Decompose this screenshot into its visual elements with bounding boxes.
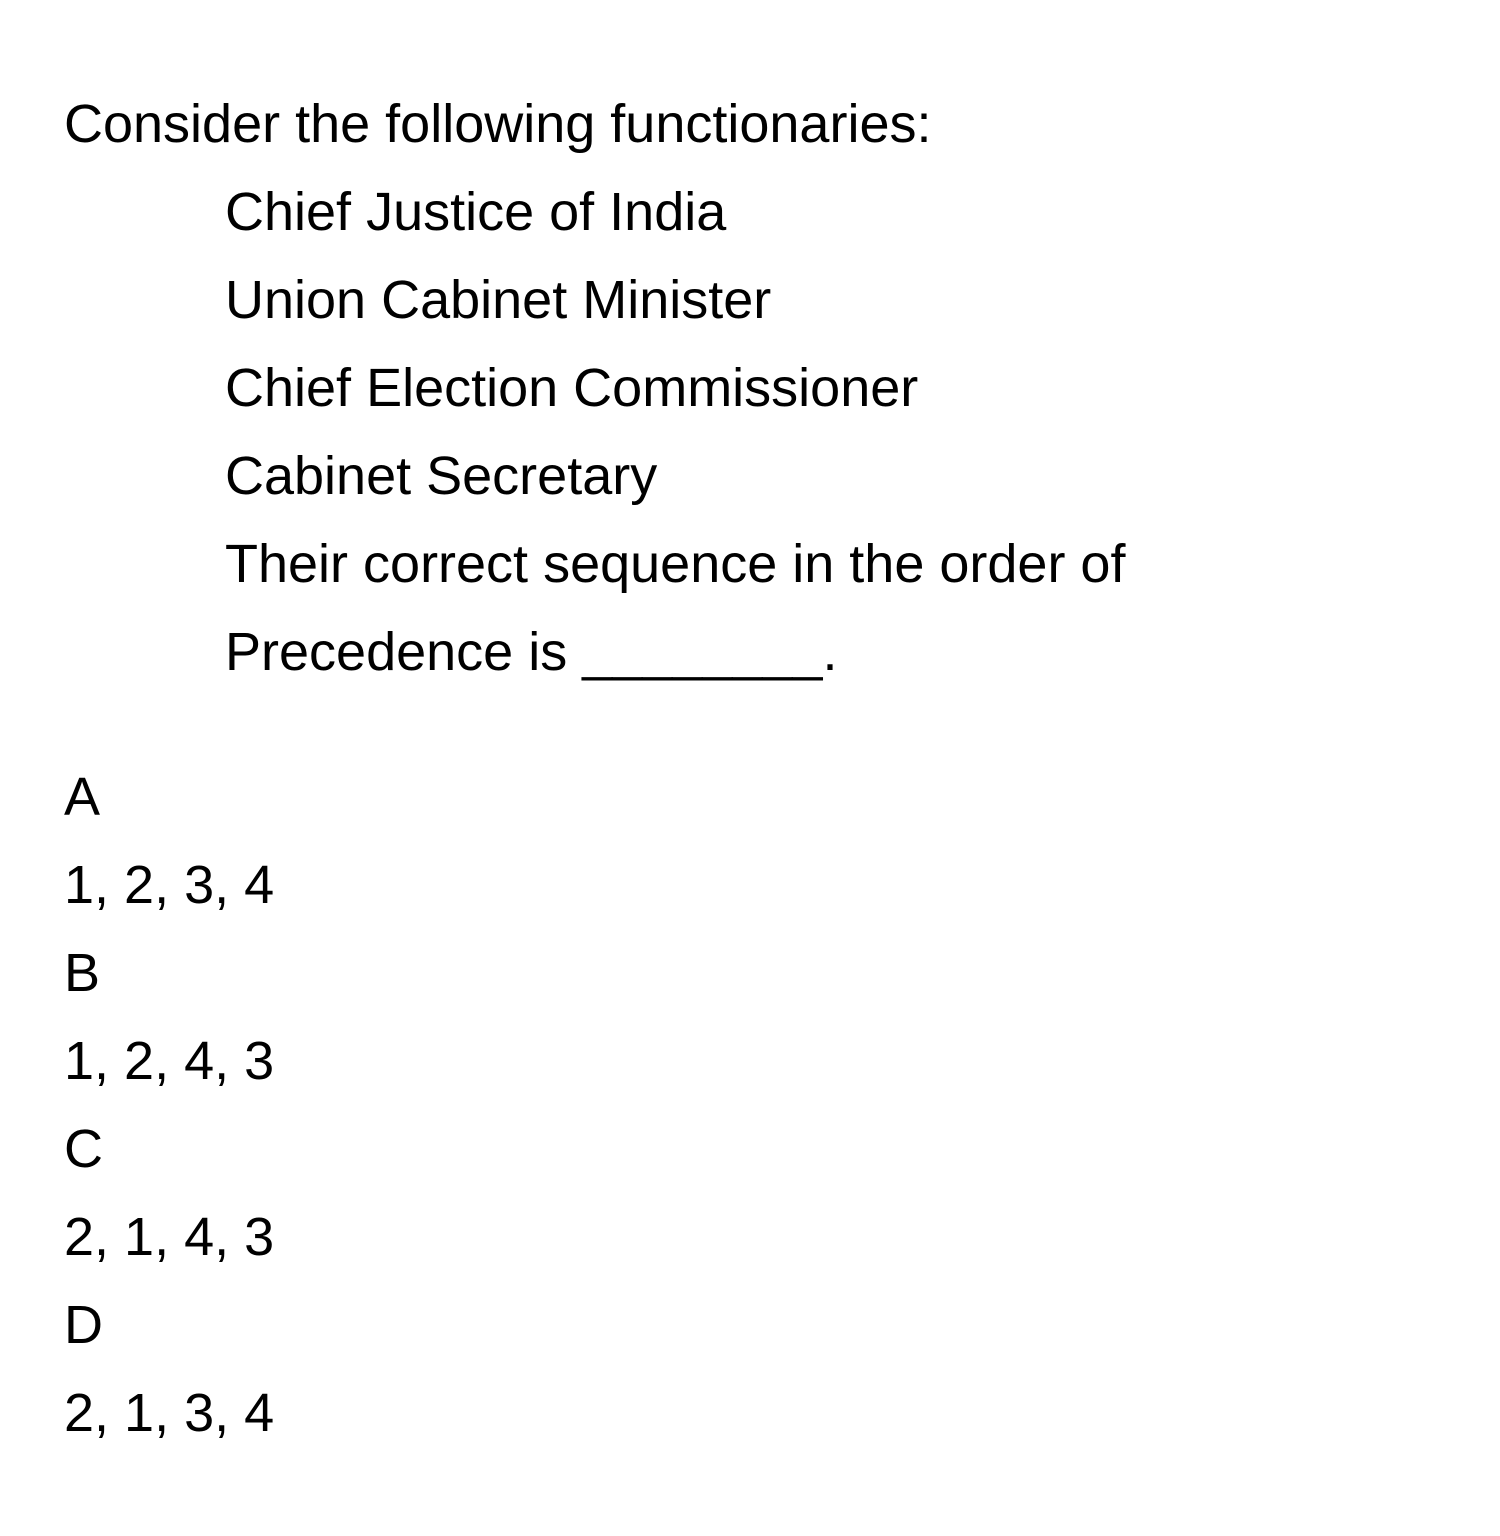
question-intro: Consider the following functionaries:: [64, 94, 932, 154]
option-d-text: 2, 1, 3, 4: [64, 1383, 275, 1443]
option-c-text: 2, 1, 4, 3: [64, 1207, 275, 1267]
option-a-text: 1, 2, 3, 4: [64, 855, 275, 915]
question-prompt-line-2: Precedence is ________.: [225, 622, 838, 682]
option-b-letter: B: [64, 943, 101, 1003]
question-prompt-line-1: Their correct sequence in the order of: [225, 534, 1126, 594]
functionary-item-2: Union Cabinet Minister: [225, 270, 772, 330]
functionary-item-1: Chief Justice of India: [225, 182, 727, 242]
option-b-text: 1, 2, 4, 3: [64, 1031, 275, 1091]
functionary-item-3: Chief Election Commissioner: [225, 358, 919, 418]
option-a-letter: A: [64, 767, 101, 827]
functionary-item-4: Cabinet Secretary: [225, 446, 658, 506]
option-d-letter: D: [64, 1295, 103, 1355]
option-c-letter: C: [64, 1119, 103, 1179]
